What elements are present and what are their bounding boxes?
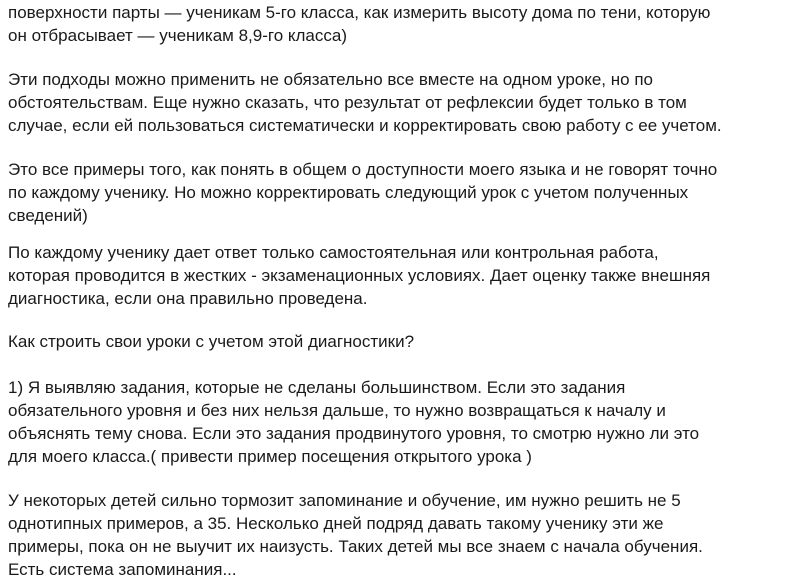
paragraph-memorization [8, 489, 800, 581]
text-line: обязательного уровня и без них нельзя дальше, то нужно возвращаться к началу и [8, 401, 666, 420]
text-line: Эти подходы можно применить не обязательно все вместе на одном уроке, но по [8, 70, 653, 89]
text-line: поверхности парты — ученикам 5-го класса, как измерить высоту дома по тени, которую [8, 3, 711, 22]
paragraph-examples [8, 158, 800, 227]
text-line: Есть система запоминания... [8, 560, 237, 579]
paragraph-approaches [8, 68, 800, 137]
text-line: обстоятельствам. Еще нужно сказать, что результат от рефлексии будет только в том [8, 93, 687, 112]
text-line: объяснять тему снова. Если это задания продвинутого уровня, то смотрю нужно ли это [8, 424, 700, 443]
paragraph-question [8, 330, 800, 353]
paragraph-shadow-measurement [8, 1, 800, 47]
text-line: которая проводится в жестких - экзаменационных условиях. Дает оценку также внешняя [8, 266, 711, 285]
text-line: 1) Я выявляю задания, которые не сделаны большинством. Если это задания [8, 378, 626, 397]
text-line: У некоторых детей сильно тормозит запоминание и обучение, им нужно решить не 5 [8, 491, 681, 510]
text-line: диагностика, если она правильно проведена. [8, 289, 368, 308]
paragraph-individual-assessment [8, 241, 800, 310]
text-line: По каждому ученику дает ответ только самостоятельная или контрольная работа, [8, 243, 659, 262]
paragraph-point-1 [8, 376, 800, 468]
text-line: примеры, пока он не выучит их наизусть. Таких детей мы все знаем с начала обучения. [8, 537, 703, 556]
text-line: однотипных примеров, а 35. Несколько дней подряд давать такому ученику эти же [8, 514, 664, 533]
text-line: сведений) [8, 206, 88, 225]
text-line: он отбрасывает — ученикам 8,9-го класса) [8, 26, 348, 45]
text-line: для моего класса.( привести пример посещения открытого урока ) [8, 447, 532, 466]
text-line: Как строить свои уроки с учетом этой диагностики? [8, 332, 415, 351]
text-line: Это все примеры того, как понять в общем о доступности моего языка и не говорят точно [8, 160, 718, 179]
text-line: случае, если ей пользоваться систематически и корректировать свою работу с ее учетом. [8, 116, 722, 135]
text-line: по каждому ученику. Но можно корректировать следующий урок с учетом полученных [8, 183, 689, 202]
